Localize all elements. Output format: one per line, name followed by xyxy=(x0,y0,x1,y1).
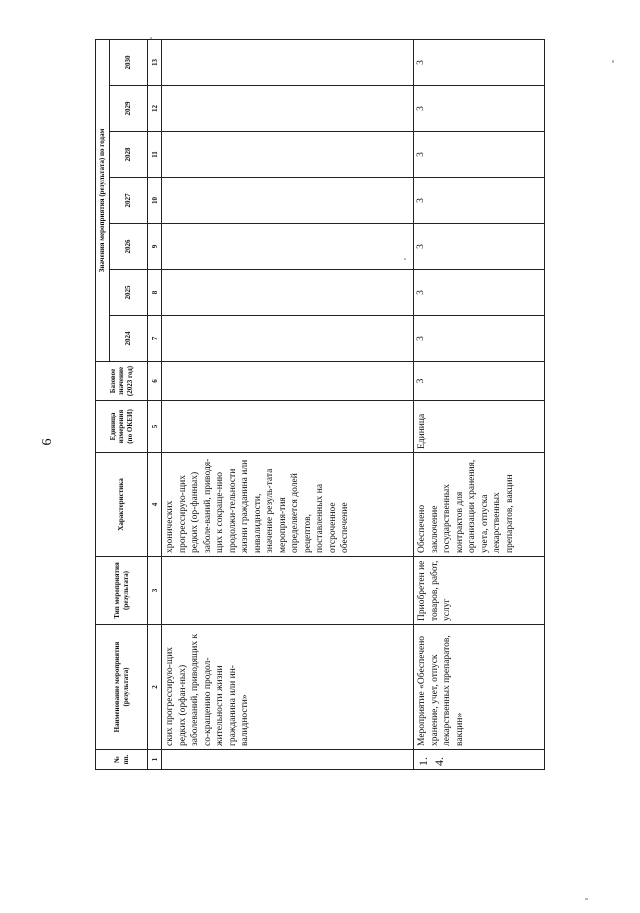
header-year: 2025 xyxy=(110,270,148,316)
index-cell: 5 xyxy=(148,401,162,453)
header-values-group: Значения мероприятия (результата) по годам xyxy=(96,39,110,361)
header-year: 2026 xyxy=(110,224,148,270)
table-row xyxy=(414,39,545,769)
row-value-cell xyxy=(162,86,414,132)
index-cell: 3 xyxy=(148,557,162,625)
header-year: 2028 xyxy=(110,132,148,178)
row-value-cell: 3 xyxy=(414,178,545,224)
index-cell: 4 xyxy=(148,453,162,557)
row-value-cell xyxy=(162,132,414,178)
header-type: Тип мероприятия (результата) xyxy=(96,557,148,625)
header-characteristic: Характеристика xyxy=(96,453,148,557)
header-base: Базовое значение (2023 год) xyxy=(96,362,148,401)
index-cell: 2 xyxy=(148,625,162,750)
row-value-cell: 3 xyxy=(414,270,545,316)
row-value-cell: 3 xyxy=(414,224,545,270)
header-num: № пп. xyxy=(96,750,148,770)
index-cell: 6 xyxy=(148,362,162,401)
header-name: Наименование мероприятия (результата) xyxy=(96,625,148,750)
row-num-cell xyxy=(162,750,414,770)
header-year: 2027 xyxy=(110,178,148,224)
row-base-cell xyxy=(162,362,414,401)
index-cell: 11 xyxy=(148,132,162,178)
index-cell: 8 xyxy=(148,270,162,316)
row-characteristic-cell: хронических прогрессирую-щих редких (ор-фанных) заболе-ваний, приводя-щих к сокраще-нию продолжи-тельности жизни гражданина или инвалидности, значение резуль-тата мероприя-тия определяется долей рецептов, поставленных на отсроченное обеспечение xyxy=(162,453,414,557)
row-unit-cell xyxy=(162,401,414,453)
row-value-cell xyxy=(162,39,414,85)
index-cell: 13 xyxy=(148,39,162,85)
index-cell: 7 xyxy=(148,316,162,362)
row-value-cell: 3 xyxy=(414,316,545,362)
index-cell: 12 xyxy=(148,86,162,132)
row-value-cell xyxy=(162,316,414,362)
row-value-cell xyxy=(162,224,414,270)
scan-mark xyxy=(585,898,588,900)
row-characteristic-cell: Обеспечено заключение государственных контрактов для организации хранения, учета, отпуска лекарственных препаратов, вакцин xyxy=(414,453,545,557)
table-row xyxy=(162,39,414,769)
row-value-cell: 3 xyxy=(414,132,545,178)
row-num-cell: 1.4. xyxy=(414,750,545,770)
header-unit: Единица измерения (по ОКЕИ) xyxy=(96,401,148,453)
row-type-cell xyxy=(162,557,414,625)
row-value-cell: 3 xyxy=(414,39,545,85)
scan-mark xyxy=(612,60,614,63)
index-cell: 9 xyxy=(148,224,162,270)
page-number: 6 xyxy=(40,438,55,446)
row-value-cell: 3 xyxy=(414,86,545,132)
row-unit-cell: Единица xyxy=(414,401,545,453)
row-type-cell: Приобретен ие товаров, работ, услуг xyxy=(414,557,545,625)
row-value-cell xyxy=(162,178,414,224)
index-cell: 1 xyxy=(148,750,162,770)
row-value-cell xyxy=(162,270,414,316)
header-year: 2030 xyxy=(110,39,148,85)
row-name-cell: Мероприятие «Обеспечено хранение, учет, отпуск лекарственных препаратов, вакцин» xyxy=(414,625,545,750)
index-cell: 10 xyxy=(148,178,162,224)
measures-table xyxy=(95,39,545,770)
row-base-cell: 3 xyxy=(414,362,545,401)
header-year: 2029 xyxy=(110,86,148,132)
rotated-table-area xyxy=(95,40,545,770)
row-name-cell: ских прогрессирую-щих редких (орфан-ных) заболеваний, приводящих к со-кращению продол-жительности жизни гражданина или ин-валидности» xyxy=(162,625,414,750)
header-year: 2024 xyxy=(110,316,148,362)
